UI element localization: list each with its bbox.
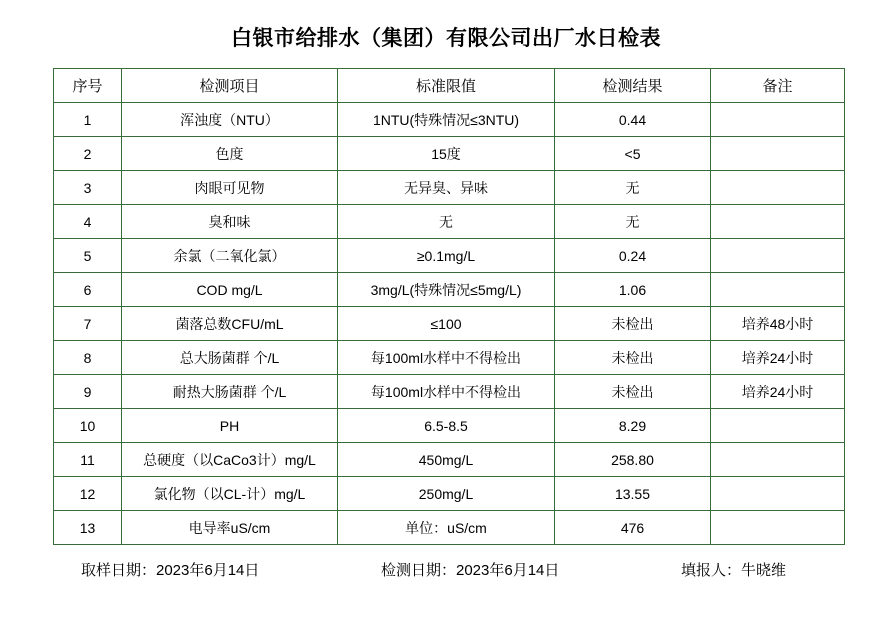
cell-remark <box>711 477 845 511</box>
cell-result: 0.44 <box>555 103 711 137</box>
cell-no: 8 <box>54 341 122 375</box>
table-row <box>54 239 845 273</box>
cell-no: 10 <box>54 409 122 443</box>
cell-result: 0.24 <box>555 239 711 273</box>
cell-item: COD mg/L <box>122 273 338 307</box>
water-quality-report-table <box>53 68 845 545</box>
column-header-limit: 标准限值 <box>338 69 555 103</box>
column-header-no: 序号 <box>54 69 122 103</box>
cell-no: 12 <box>54 477 122 511</box>
cell-remark <box>711 409 845 443</box>
table-row <box>54 375 845 409</box>
column-header-result: 检测结果 <box>555 69 711 103</box>
cell-remark <box>711 205 845 239</box>
cell-limit: 450mg/L <box>338 443 555 477</box>
cell-result: 未检出 <box>555 341 711 375</box>
cell-remark <box>711 239 845 273</box>
cell-limit: 3mg/L(特殊情况≤5mg/L) <box>338 273 555 307</box>
cell-item: 氯化物（以CL-计）mg/L <box>122 477 338 511</box>
table-row <box>54 171 845 205</box>
sample-date: 取样日期：2023年6月14日 <box>81 562 260 579</box>
cell-remark <box>711 171 845 205</box>
test-date: 检测日期：2023年6月14日 <box>381 562 560 579</box>
table-row <box>54 341 845 375</box>
cell-result: 8.29 <box>555 409 711 443</box>
cell-remark <box>711 103 845 137</box>
cell-item: 余氯（二氧化氯） <box>122 239 338 273</box>
cell-item: 浑浊度（NTU） <box>122 103 338 137</box>
cell-item: 菌落总数CFU/mL <box>122 307 338 341</box>
table-row <box>54 511 845 545</box>
cell-item: PH <box>122 409 338 443</box>
cell-result: 13.55 <box>555 477 711 511</box>
cell-limit: ≥0.1mg/L <box>338 239 555 273</box>
cell-result: <5 <box>555 137 711 171</box>
cell-limit: 无异臭、异味 <box>338 171 555 205</box>
cell-remark: 培养24小时 <box>711 341 845 375</box>
table-row <box>54 409 845 443</box>
footer <box>53 545 844 580</box>
cell-no: 2 <box>54 137 122 171</box>
table-row <box>54 273 845 307</box>
cell-limit: 250mg/L <box>338 477 555 511</box>
cell-no: 3 <box>54 171 122 205</box>
cell-remark: 培养24小时 <box>711 375 845 409</box>
cell-limit: 每100ml水样中不得检出 <box>338 375 555 409</box>
table-row <box>54 307 845 341</box>
cell-no: 5 <box>54 239 122 273</box>
cell-result: 未检出 <box>555 307 711 341</box>
cell-item: 肉眼可见物 <box>122 171 338 205</box>
table-header <box>54 69 845 103</box>
cell-limit: 无 <box>338 205 555 239</box>
cell-no: 4 <box>54 205 122 239</box>
cell-remark: 培养48小时 <box>711 307 845 341</box>
reporter: 填报人：牛晓维 <box>681 562 787 579</box>
cell-result: 258.80 <box>555 443 711 477</box>
cell-result: 1.06 <box>555 273 711 307</box>
report-table-wrapper <box>53 68 844 545</box>
cell-item: 电导率uS/cm <box>122 511 338 545</box>
cell-item: 总大肠菌群 个/L <box>122 341 338 375</box>
cell-remark <box>711 443 845 477</box>
cell-result: 无 <box>555 171 711 205</box>
column-header-remark: 备注 <box>711 69 845 103</box>
cell-limit: 1NTU(特殊情况≤3NTU) <box>338 103 555 137</box>
cell-no: 11 <box>54 443 122 477</box>
cell-limit: 单位：uS/cm <box>338 511 555 545</box>
cell-no: 9 <box>54 375 122 409</box>
cell-limit: 每100ml水样中不得检出 <box>338 341 555 375</box>
cell-result: 未检出 <box>555 375 711 409</box>
cell-no: 13 <box>54 511 122 545</box>
cell-limit: ≤100 <box>338 307 555 341</box>
page-title: 白银市给排水（集团）有限公司出厂水日检表 <box>231 27 661 50</box>
cell-remark <box>711 273 845 307</box>
table-row <box>54 103 845 137</box>
cell-no: 7 <box>54 307 122 341</box>
cell-limit: 6.5-8.5 <box>338 409 555 443</box>
cell-no: 6 <box>54 273 122 307</box>
cell-remark <box>711 137 845 171</box>
table-header-row <box>54 69 845 103</box>
cell-result: 无 <box>555 205 711 239</box>
cell-limit: 15度 <box>338 137 555 171</box>
cell-item: 耐热大肠菌群 个/L <box>122 375 338 409</box>
table-row <box>54 205 845 239</box>
cell-remark <box>711 511 845 545</box>
cell-item: 色度 <box>122 137 338 171</box>
table-row <box>54 443 845 477</box>
cell-result: 476 <box>555 511 711 545</box>
cell-item: 臭和味 <box>122 205 338 239</box>
table-row <box>54 477 845 511</box>
table-body <box>54 103 845 545</box>
column-header-item: 检测项目 <box>122 69 338 103</box>
cell-no: 1 <box>54 103 122 137</box>
table-row <box>54 137 845 171</box>
cell-item: 总硬度（以CaCo3计）mg/L <box>122 443 338 477</box>
